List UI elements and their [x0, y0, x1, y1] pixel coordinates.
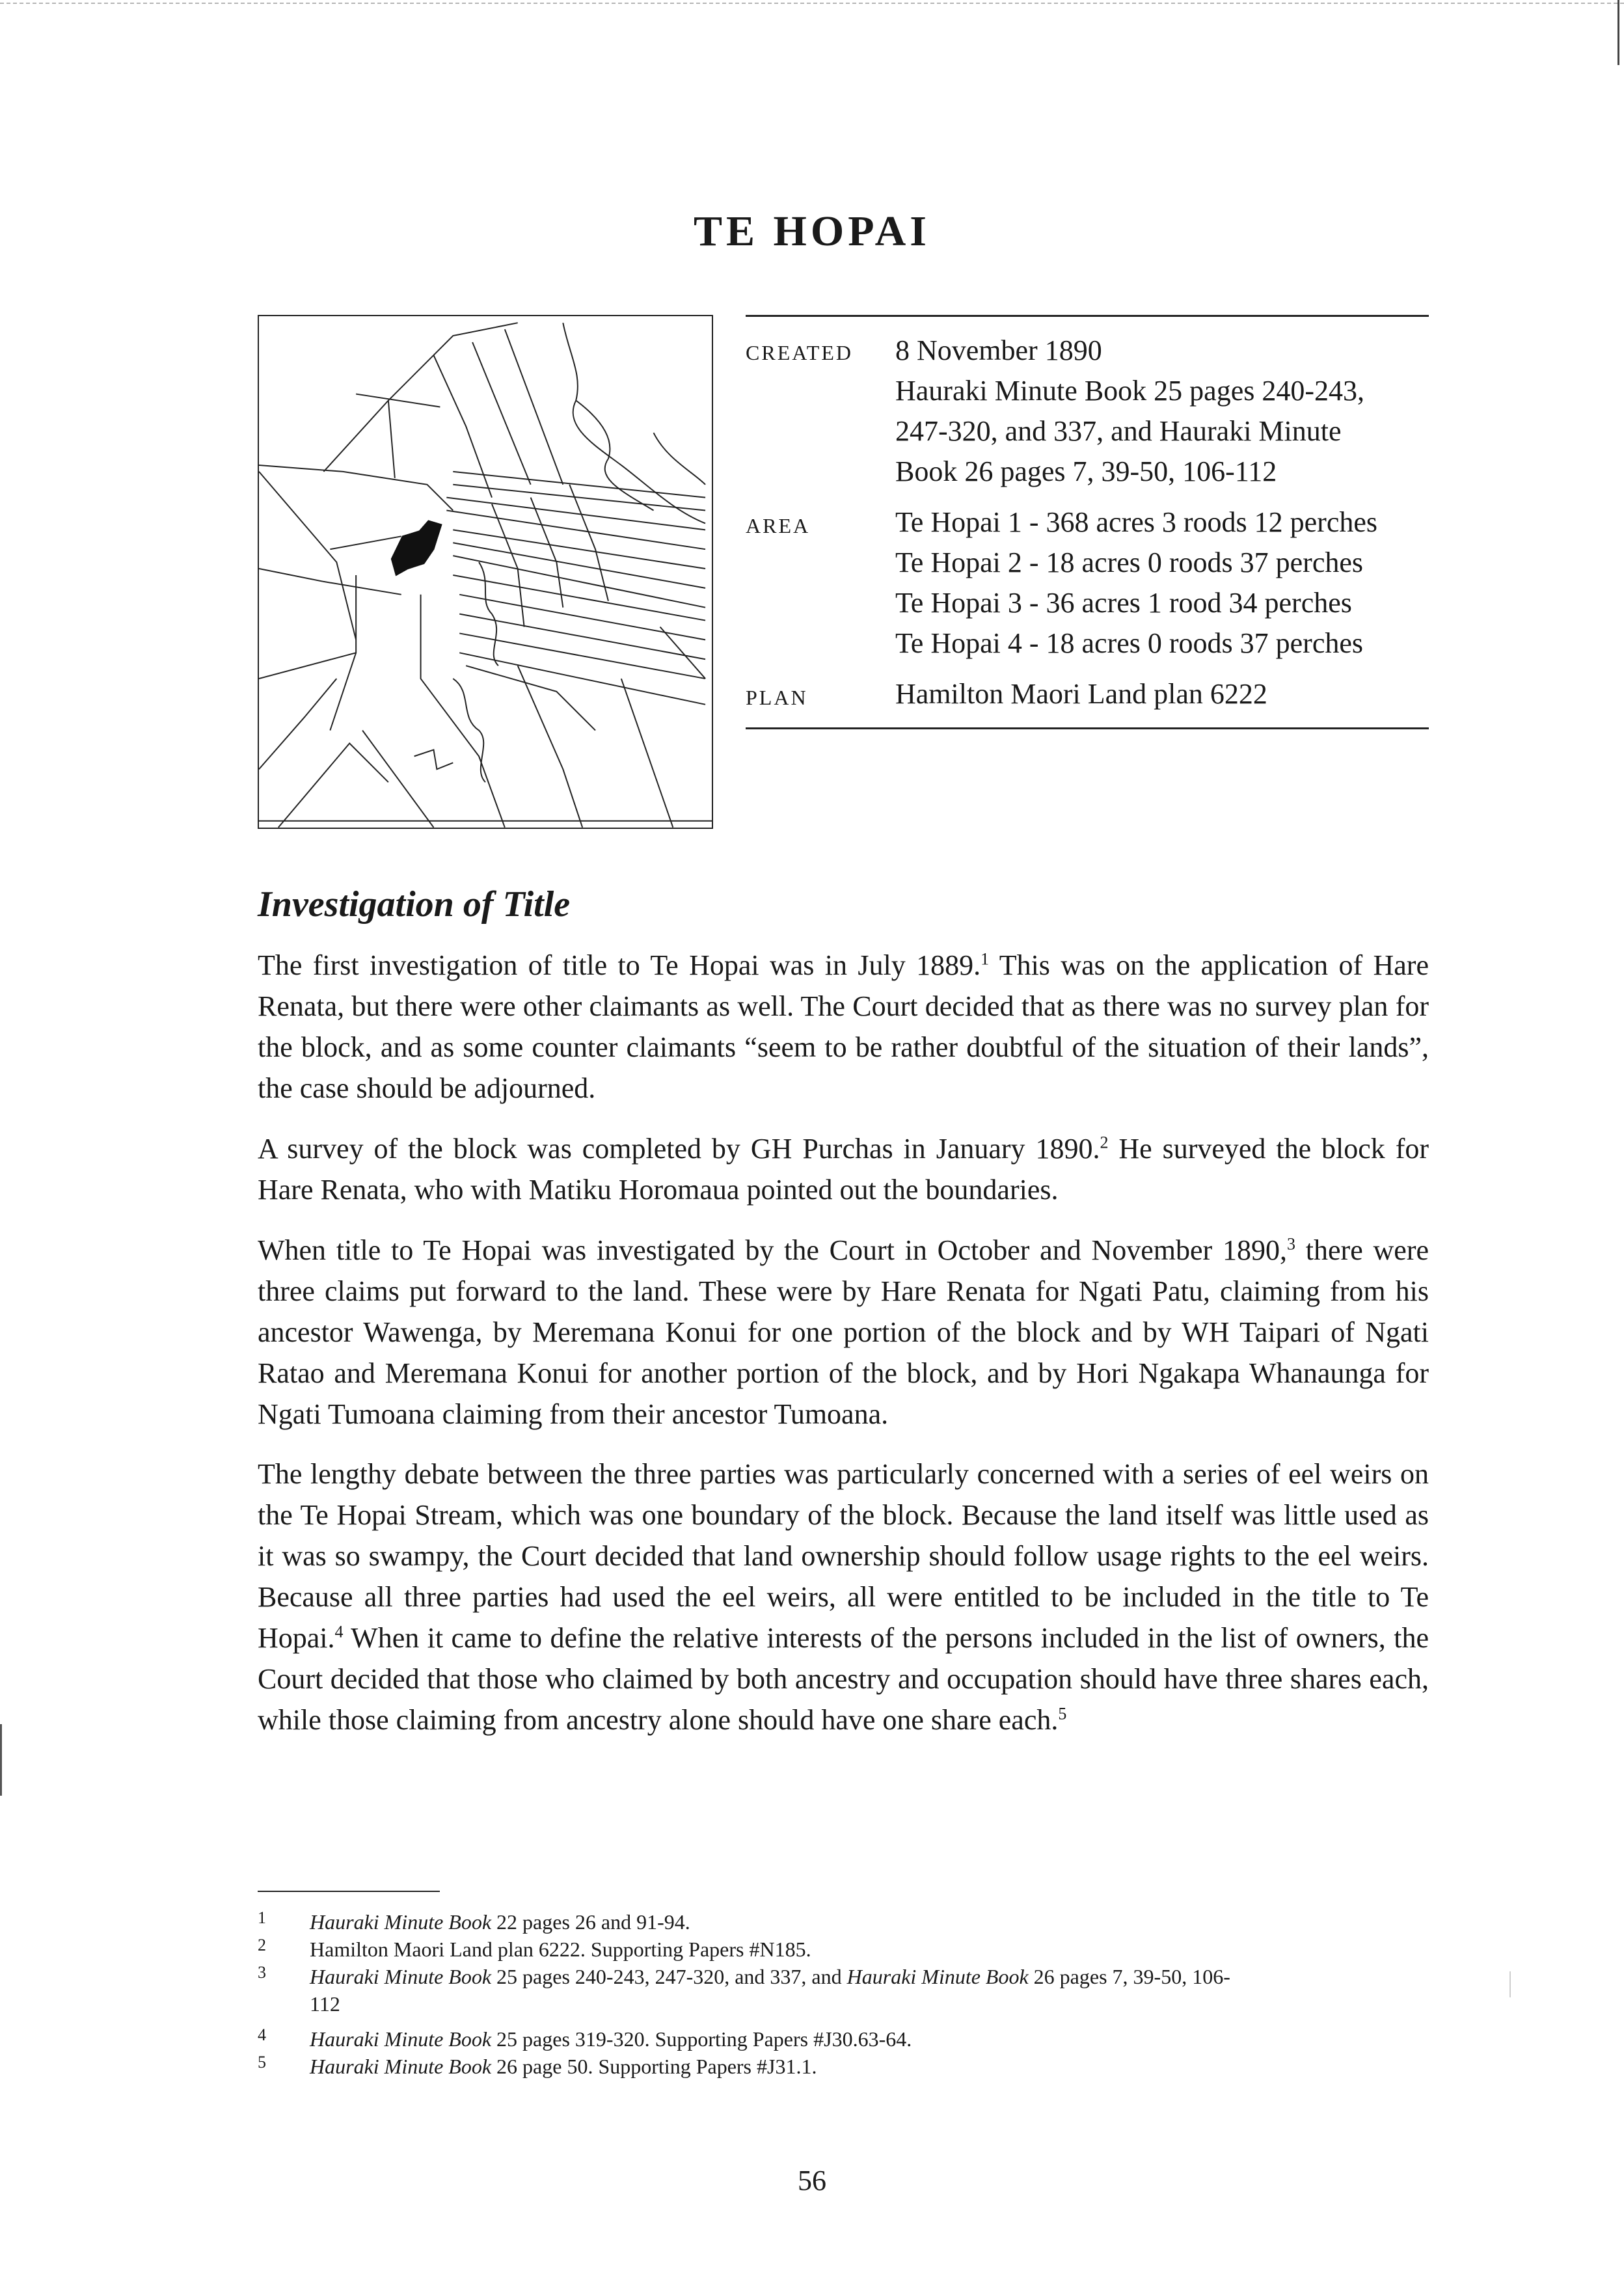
footnote-rule [258, 1891, 440, 1892]
plan-label: PLAN [746, 686, 808, 709]
footnote-ref: 3 [1287, 1234, 1295, 1254]
location-map [258, 315, 713, 829]
created-value-line: 8 November 1890 [895, 334, 1102, 366]
area-value-line: Te Hopai 4 - 18 acres 0 roods 37 perches [895, 627, 1364, 659]
created-value-line: Book 26 pages 7, 39-50, 106-112 [895, 455, 1277, 487]
body-paragraph: When title to Te Hopai was investigated by the Court in October and November 1890,$^3$ there were three claims put forward to the land. These were by Hare Renata for Ngati Patu, claiming from his ancestor Wawenga, by Meremana Konui for one portion of the block and by WH Taipari of Ngati Ratao and Meremana Konui for another portion of the block, and by Hori Ngakapa Whanaunga for Ngati Tumoana claiming from their ancestor Tumoana. [258, 1234, 1429, 1430]
scan-smudge [1509, 1971, 1511, 1997]
block-boundary-map [259, 316, 712, 828]
footnote-number: 3 [258, 1963, 266, 1982]
footnote-number: 1 [258, 1908, 266, 1927]
section-heading: Investigation of Title [258, 884, 571, 925]
body-paragraph: A survey of the block was completed by GH Purchas in January 1890.$^2$ He surveyed the block for Hare Renata, who with Matiku Horomaua pointed out the boundaries. [258, 1133, 1429, 1206]
footnote-number: 5 [258, 2053, 266, 2072]
te-hopai-block-highlight [392, 520, 442, 575]
plan-value: Hamilton Maori Land plan 6222 [895, 678, 1267, 710]
footnote-number: 4 [258, 2025, 266, 2044]
created-value-line: 247-320, and 337, and Hauraki Minute [895, 415, 1342, 447]
created-label: CREATED [746, 341, 853, 364]
footnote-ref: 5 [1058, 1704, 1067, 1723]
footnote-ref: 4 [334, 1622, 344, 1642]
area-value-line: Te Hopai 3 - 36 acres 1 rood 34 perches [895, 587, 1352, 619]
top-edge-rule [0, 3, 1624, 4]
footnote-number: 2 [258, 1936, 266, 1954]
body-paragraph: The lengthy debate between the three parties was particularly concerned with a series of eel weirs on the Te Hopai Stream, which was one boundary of the block. Because the land itself was little used as it was so swampy, the Court decided that land ownership should follow usage rights to the eel weirs. Because all three parties had used the eel weirs, all were entitled to be included in the title to Te Hopai.$^4$ When it came to define the relative interests of the persons included in the list of owners, the Court decided that those who claimed by both ancestry and occupation should have three shares each, while those claiming from ancestry alone should have one share each.$^5$ [258, 1458, 1429, 1736]
footnote-ref: 1 [981, 949, 990, 969]
area-value-line: Te Hopai 2 - 18 acres 0 roods 37 perches [895, 547, 1364, 578]
info-bottom-rule [746, 727, 1429, 729]
info-top-rule [746, 315, 1429, 317]
area-label: AREA [746, 514, 811, 537]
scan-margin-mark [0, 1724, 2, 1796]
body-paragraph: The first investigation of title to Te Hopai was in July 1889.$^1$ This was on the application of Hare Renata, but there were other claimants as well. The Court decided that as there was no survey plan for the block, and as some counter claimants “seem to be rather doubtful of the situation of their lands”, the case should be adjourned. [258, 949, 1429, 1104]
page-number: 56 [798, 2165, 826, 2196]
scan-edge-mark [1617, 0, 1619, 65]
area-value-line: Te Hopai 1 - 368 acres 3 roods 12 perches [895, 506, 1378, 538]
footnote-ref: 2 [1100, 1133, 1109, 1152]
created-value-line: Hauraki Minute Book 25 pages 240-243, [895, 375, 1364, 407]
page-title: TE HOPAI [694, 208, 930, 255]
